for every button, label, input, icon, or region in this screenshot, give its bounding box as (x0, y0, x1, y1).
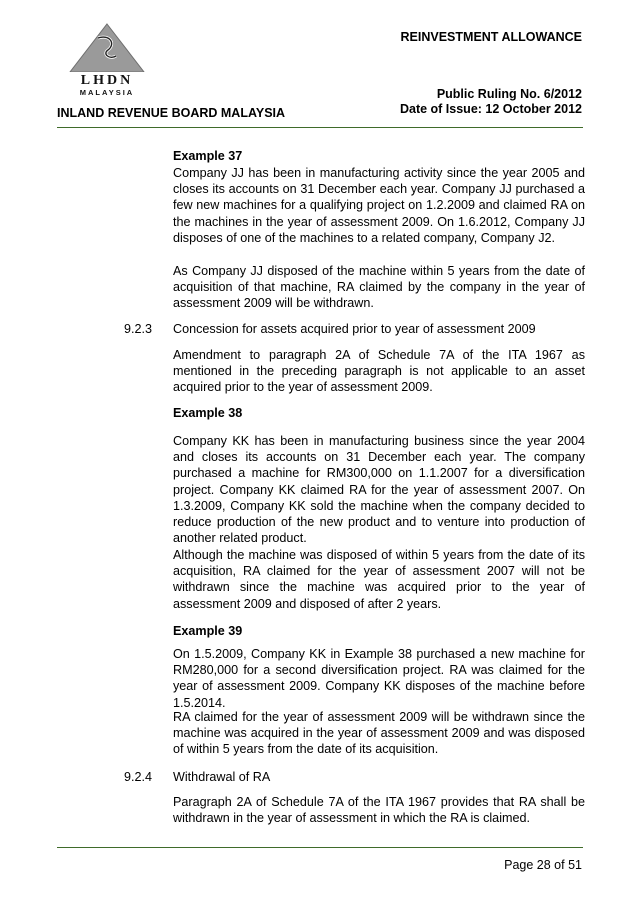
section-9-2-4-number: 9.2.4 (124, 770, 153, 784)
lhdn-logo (58, 22, 156, 98)
example-39-paragraph-2: RA claimed for the year of assessment 2009 will be withdrawn since the machine was acquired in the year of assessment 2009 and was disposed of within 5 years from the date of its acquisition. (173, 710, 585, 757)
issue-date: Date of Issue: 12 October 2012 (399, 102, 582, 116)
example-37-paragraph-2: As Company JJ disposed of the machine within 5 years from the date of acquisition of that machine, RA claimed by the company in the year of assessment 2009 will be withdrawn. (173, 264, 585, 311)
example-38-paragraph-2: Although the machine was disposed of within 5 years from the date of its acquisition, RA claimed for the year of assessment 2007 will not be withdrawn since the machine was acquired prior to the year of assessment 2009 and disposed of after 2 years. (173, 548, 585, 611)
example-38-heading: Example 38 (173, 406, 243, 420)
ruling-number: Public Ruling No. 6/2012 (436, 87, 582, 101)
section-9-2-3-title: Concession for assets acquired prior to year of assessment 2009 (173, 322, 536, 336)
header-divider (57, 127, 583, 128)
document-title: REINVESTMENT ALLOWANCE (400, 30, 582, 44)
logo-subtext: MALAYSIA (79, 88, 135, 97)
example-38-paragraph-1: Company KK has been in manufacturing business since the year 2004 and closes its accounts on 31 December each year. The company purchased a machine for RM300,000 on 1.1.2007 for a diversification project. Company KK claimed RA for the year of assessment 2007. On 1.3.2009, Company KK sold the machine when the company decided to reduce production of the new product and to venture into production of another related product. (173, 434, 585, 546)
example-37-heading: Example 37 (173, 149, 243, 163)
footer-divider (57, 847, 583, 848)
organization-name: INLAND REVENUE BOARD MALAYSIA (57, 106, 286, 120)
logo-text: LHDN (80, 73, 134, 88)
example-39-paragraph-1: On 1.5.2009, Company KK in Example 38 purchased a new machine for RM280,000 for a second diversification project. RA was claimed for the year of assessment 2009. Company KK disposes of the machine before 1.5.2014. (173, 647, 585, 710)
section-9-2-4-title: Withdrawal of RA (173, 770, 271, 784)
section-9-2-4-paragraph: Paragraph 2A of Schedule 7A of the ITA 1967 provides that RA shall be withdrawn in the year of assessment in which the RA is claimed. (173, 795, 585, 826)
section-9-2-3-number: 9.2.3 (124, 322, 153, 336)
page-number: Page 28 of 51 (504, 858, 582, 872)
example-37-paragraph-1: Company JJ has been in manufacturing activity since the year 2005 and closes its accounts on 31 December each year. Company JJ purchased a few new machines for a qualifying project on 1.2.2009 and claimed RA on the machines in the year of assessment 2009. On 1.6.2012, Company JJ disposes of one of the machines to a related company, Company J2. (173, 166, 585, 245)
section-9-2-3-paragraph: Amendment to paragraph 2A of Schedule 7A of the ITA 1967 as mentioned in the preceding paragraph is not applicable to an asset acquired prior to the year of assessment 2009. (173, 348, 585, 395)
example-39-heading: Example 39 (173, 624, 243, 638)
